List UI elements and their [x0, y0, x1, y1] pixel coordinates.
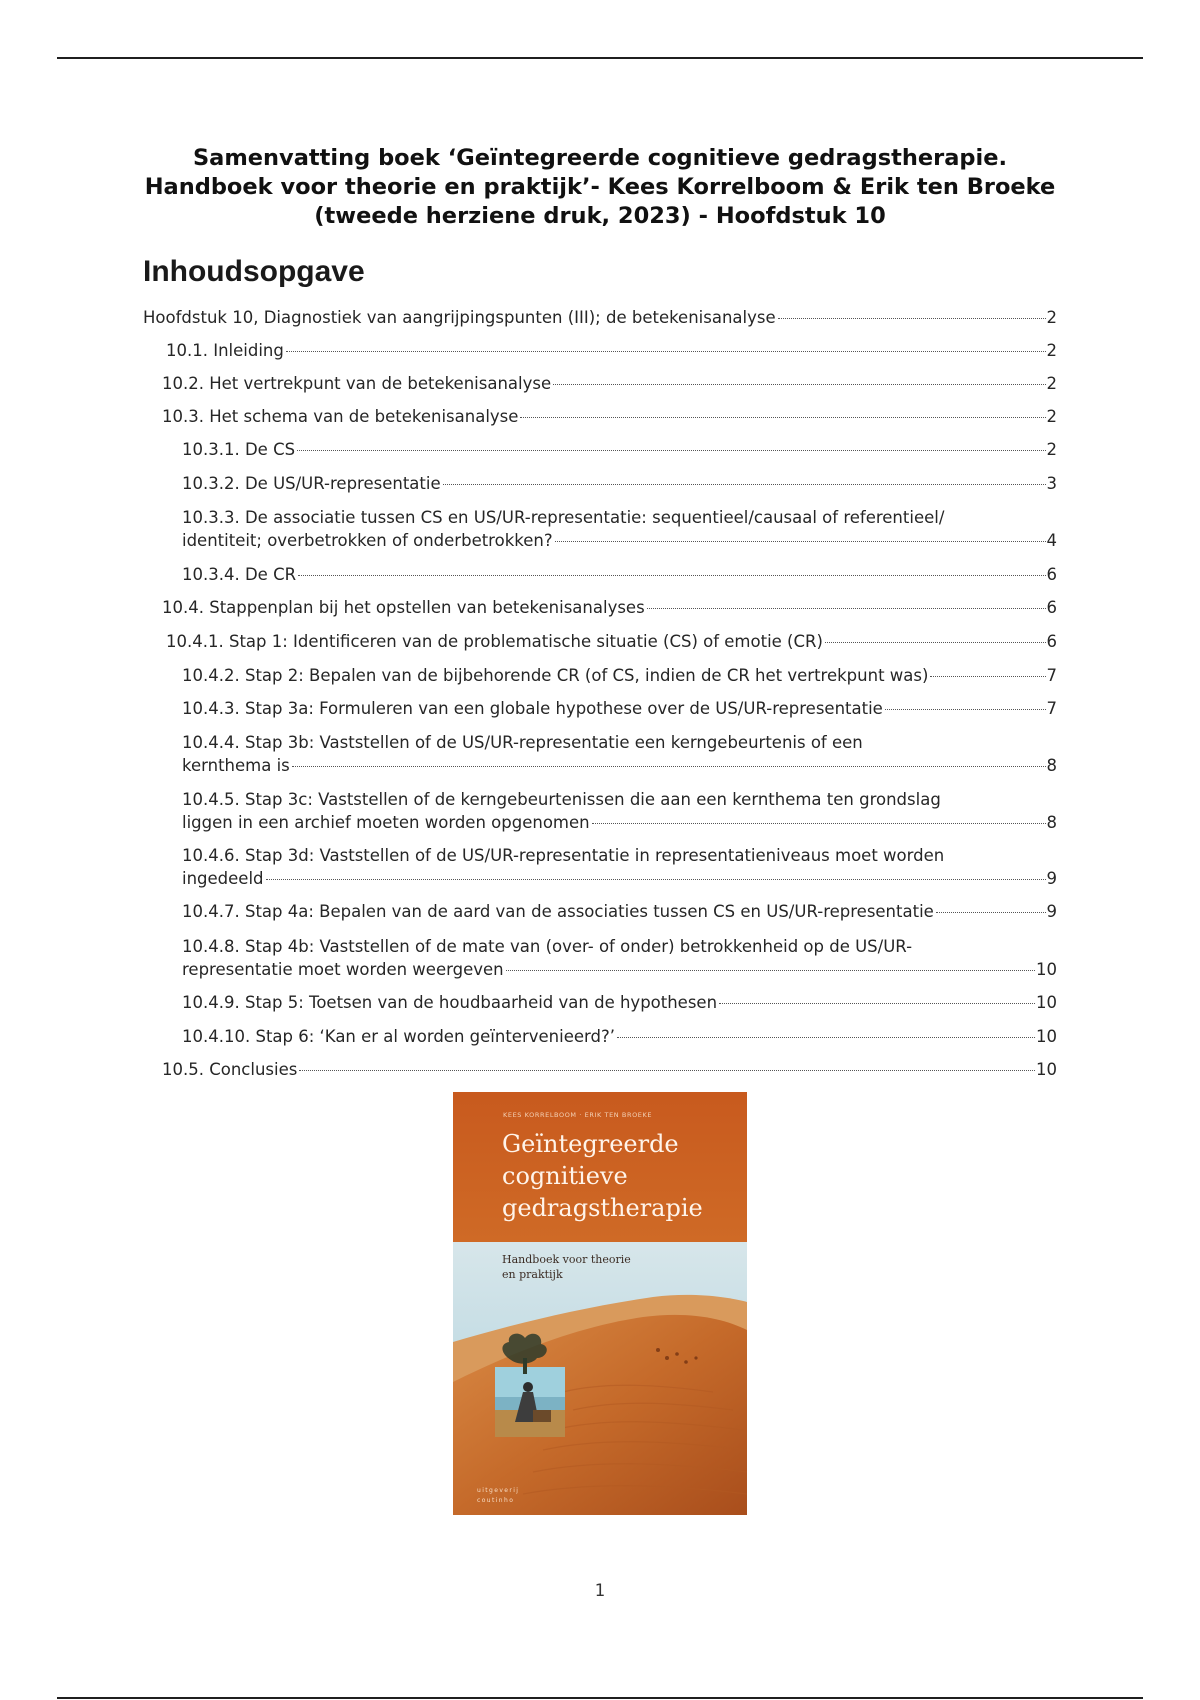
toc-entry-10-4-4[interactable] — [182, 731, 1057, 777]
toc-dot-leader — [292, 766, 1046, 767]
toc-entry-page: 10 — [1036, 993, 1057, 1012]
toc-dot-leader — [297, 450, 1045, 451]
cover-inset-head — [523, 1382, 533, 1392]
toc-dot-leader — [506, 970, 1035, 971]
toc-entry-page: 2 — [1046, 407, 1057, 426]
toc-entry-page: 8 — [1046, 813, 1057, 832]
toc-entry-label: 10.3.4. De CR — [182, 565, 297, 584]
toc-entry-label-continued: liggen in een archief moeten worden opgenomen — [182, 813, 590, 832]
toc-dot-leader — [286, 351, 1046, 352]
toc-entry-page: 6 — [1046, 598, 1057, 617]
toc-entry-label: 10.3.1. De CS — [182, 440, 296, 459]
toc-entry-page: 9 — [1046, 869, 1057, 888]
toc-entry-10-3-2[interactable] — [182, 472, 1057, 495]
toc-entry-10-4-8[interactable] — [182, 935, 1057, 981]
cover-subtitle-line: Handboek voor theorie — [502, 1253, 631, 1266]
cover-publisher-line: coutinho — [477, 1497, 515, 1504]
document-title — [120, 144, 1080, 231]
toc-dot-leader — [936, 912, 1046, 913]
toc-entry-label: 10.4.4. Stap 3b: Vaststellen of de US/UR-representatie een kerngebeurtenis of een — [182, 733, 863, 752]
toc-entry-page: 3 — [1046, 474, 1057, 493]
toc-entry-page: 10 — [1036, 1027, 1057, 1046]
toc-entry-label: 10.4.7. Stap 4a: Bepalen van de aard van de associaties tussen CS en US/UR-representatie — [182, 902, 934, 921]
toc-dot-leader — [555, 541, 1046, 542]
toc-entry-label: 10.4.5. Stap 3c: Vaststellen of de kerngebeurtenissen die aan een kernthema ten grondslag — [182, 790, 941, 809]
toc-entry-10-4-1[interactable] — [166, 630, 1057, 653]
toc-entry-10-1[interactable] — [166, 339, 1057, 362]
toc-entry-label: 10.2. Het vertrekpunt van de betekenisanalyse — [162, 374, 552, 393]
toc-entry-label-continued: identiteit; overbetrokken of onderbetrokken? — [182, 531, 553, 550]
toc-entry-label-continued: kernthema is — [182, 756, 290, 775]
cover-subtitle-line: en praktijk — [502, 1268, 563, 1281]
cover-publisher-line: uitgeverij — [477, 1487, 520, 1494]
toc-dot-leader — [520, 417, 1045, 418]
toc-dot-leader — [778, 318, 1046, 319]
toc-entry-10-4-9[interactable] — [182, 991, 1057, 1014]
toc-dot-leader — [299, 1070, 1035, 1071]
toc-dot-leader — [885, 709, 1046, 710]
toc-entry-label: 10.3. Het schema van de betekenisanalyse — [162, 407, 519, 426]
page-number: 1 — [594, 1581, 606, 1600]
cover-inset-chair — [533, 1410, 551, 1422]
toc-entry-10-4-5[interactable] — [182, 788, 1057, 834]
toc-entry-label: 10.3.3. De associatie tussen CS en US/UR-representatie: sequentieel/causaal of referentieel/ — [182, 508, 945, 527]
cover-title-line: Geïntegreerde — [502, 1130, 679, 1158]
cover-title-line: cognitieve — [502, 1162, 628, 1190]
toc-entry-label: Hoofdstuk 10, Diagnostiek van aangrijpingspunten (III); de betekenisanalyse — [143, 308, 776, 327]
toc-dot-leader — [443, 484, 1046, 485]
toc-entry-label: 10.4.6. Stap 3d: Vaststellen of de US/UR-representatie in representatieniveaus moet worden — [182, 846, 945, 865]
toc-dot-leader — [553, 384, 1045, 385]
toc-entry-10-5[interactable] — [162, 1058, 1057, 1081]
toc-dot-leader — [617, 1037, 1035, 1038]
toc-entry-10-4-2[interactable] — [182, 664, 1057, 687]
toc-entry-page: 9 — [1046, 902, 1057, 921]
toc-entry-label: 10.4. Stappenplan bij het opstellen van betekenisanalyses — [162, 598, 645, 617]
toc-entry-label: 10.4.8. Stap 4b: Vaststellen of de mate van (over- of onder) betrokkenheid op de US/UR- — [182, 937, 913, 956]
toc-dot-leader — [825, 642, 1046, 643]
toc-entry-label: 10.4.3. Stap 3a: Formuleren van een globale hypothese over de US/UR-representatie — [182, 699, 883, 718]
toc-entry-10-4-3[interactable] — [182, 697, 1057, 720]
toc-entry-label: 10.1. Inleiding — [166, 341, 284, 360]
toc-dot-leader — [647, 608, 1046, 609]
toc-entry-page: 2 — [1046, 308, 1057, 327]
toc-heading: Inhoudsopgave — [143, 255, 365, 288]
cover-authors: KEES KORRELBOOM · ERIK TEN BROEKE — [503, 1111, 653, 1119]
toc-entry-label: 10.4.2. Stap 2: Bepalen van de bijbehorende CR (of CS, indien de CR het vertrekpunt was) — [182, 666, 929, 685]
toc-entry-page: 6 — [1046, 632, 1057, 651]
toc-entry-page: 2 — [1046, 374, 1057, 393]
toc-dot-leader — [930, 676, 1045, 677]
toc-entry-label-continued: ingedeeld — [182, 869, 264, 888]
toc-dot-leader — [266, 879, 1046, 880]
document-title-line: (tweede herziene druk, 2023) - Hoofdstuk 10 — [314, 203, 886, 229]
toc-entry-chapter-10[interactable] — [143, 306, 1057, 329]
toc-entry-10-3-4[interactable] — [182, 563, 1057, 586]
toc-entry-page: 6 — [1046, 565, 1057, 584]
toc-entry-label: 10.4.9. Stap 5: Toetsen van de houdbaarheid van de hypothesen — [182, 993, 718, 1012]
toc-entry-10-3[interactable] — [162, 405, 1057, 428]
toc-entry-10-4-7[interactable] — [182, 900, 1057, 923]
toc-entry-label: 10.5. Conclusies — [162, 1060, 298, 1079]
toc-dot-leader — [298, 575, 1045, 576]
toc-entry-page: 4 — [1046, 531, 1057, 550]
toc-entry-label: 10.4.10. Stap 6: ‘Kan er al worden geïntervenieerd?’ — [182, 1027, 615, 1046]
document-title-line: Handboek voor theorie en praktijk’- Kees Korrelboom & Erik ten Broeke — [144, 174, 1056, 200]
toc-dot-leader — [592, 823, 1046, 824]
toc-entry-label: 10.3.2. De US/UR-representatie — [182, 474, 441, 493]
document-title-line: Samenvatting boek ‘Geïntegreerde cognitieve gedragstherapie. — [192, 145, 1008, 171]
toc-entry-10-4-10[interactable] — [182, 1025, 1057, 1048]
toc-entry-page: 10 — [1036, 1060, 1057, 1079]
toc-entry-10-4-6[interactable] — [182, 844, 1057, 890]
toc-entry-label-continued: representatie moet worden weergeven — [182, 960, 504, 979]
book-cover-image — [453, 1092, 747, 1515]
toc-entry-page: 2 — [1046, 341, 1057, 360]
toc-dot-leader — [719, 1003, 1035, 1004]
toc-entry-10-3-1[interactable] — [182, 438, 1057, 461]
cover-title-line: gedragstherapie — [502, 1194, 703, 1222]
toc-entry-page: 2 — [1046, 440, 1057, 459]
toc-entry-10-3-3[interactable] — [182, 506, 1057, 552]
toc-entry-10-2[interactable] — [162, 372, 1057, 395]
toc-entry-page: 10 — [1036, 960, 1057, 979]
toc-entry-page: 7 — [1046, 666, 1057, 685]
toc-entry-page: 7 — [1046, 699, 1057, 718]
bottom-rule — [57, 1697, 1143, 1699]
toc-entry-label: 10.4.1. Stap 1: Identificeren van de problematische situatie (CS) of emotie (CR) — [166, 632, 823, 651]
top-rule — [57, 57, 1143, 59]
toc-entry-10-4[interactable] — [162, 596, 1057, 619]
cover-tree-trunk — [523, 1358, 527, 1374]
toc-entry-page: 8 — [1046, 756, 1057, 775]
